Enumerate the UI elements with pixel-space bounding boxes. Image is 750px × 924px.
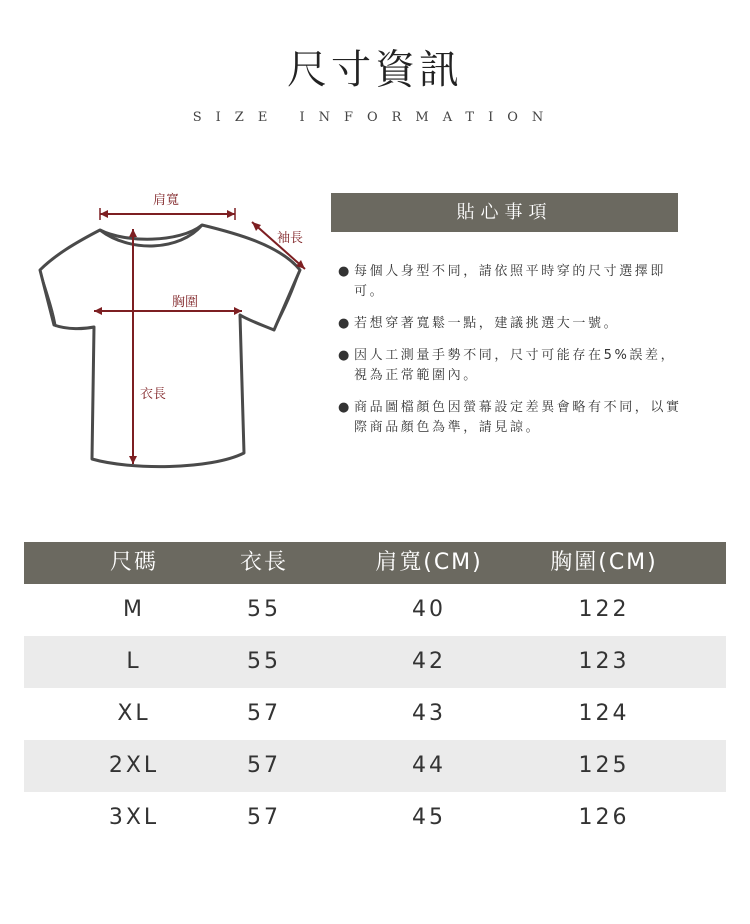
cell-shoulder: 42 — [412, 649, 446, 674]
notes-list — [338, 262, 683, 450]
note-item — [338, 398, 683, 438]
page-title: 尺寸資訊 — [287, 47, 463, 93]
cell-shoulder: 45 — [412, 805, 446, 830]
cell-chest: 124 — [578, 701, 630, 726]
table-row — [24, 688, 726, 740]
cell-chest: 122 — [578, 597, 630, 622]
table-row — [24, 636, 726, 688]
tshirt-body-outline — [40, 225, 300, 467]
length-arrow-top — [129, 229, 137, 237]
note-item — [338, 346, 683, 386]
tshirt-diagram — [30, 185, 330, 485]
table-row — [24, 584, 726, 636]
bullet-dot-icon: ● — [338, 316, 352, 331]
chest-arrow-left — [94, 307, 102, 315]
cell-size: L — [126, 649, 142, 674]
cell-chest: 126 — [578, 805, 630, 830]
shoulder-arrow-left — [100, 210, 108, 218]
cell-chest: 125 — [578, 753, 630, 778]
header-chest: 胸圍(CM) — [550, 550, 658, 575]
length-arrow-bottom — [129, 456, 137, 464]
note-text: 若想穿著寬鬆一點，建議挑選大一號。 — [354, 316, 620, 331]
cell-shoulder: 40 — [412, 597, 446, 622]
header-length: 衣長 — [239, 550, 288, 575]
bullet-dot-icon: ● — [338, 264, 352, 279]
cell-length: 57 — [247, 701, 281, 726]
cell-size: 3XL — [108, 805, 160, 830]
cell-length: 55 — [247, 649, 281, 674]
cell-size: M — [123, 597, 145, 622]
chest-label: 胸圍 — [172, 295, 199, 310]
note-item — [338, 314, 683, 334]
bullet-dot-icon: ● — [338, 400, 352, 415]
note-text: 因人工測量手勢不同，尺寸可能存在5%誤差，視為正常範圍內。 — [354, 348, 677, 383]
header-size: 尺碼 — [109, 550, 158, 575]
size-table — [24, 542, 726, 844]
cell-shoulder: 44 — [412, 753, 446, 778]
note-text: 商品圖檔顏色因螢幕設定差異會略有不同，以實際商品顏色為準，請見諒。 — [354, 400, 682, 435]
header-shoulder: 肩寬(CM) — [375, 550, 483, 575]
cell-size: XL — [117, 701, 151, 726]
cell-length: 57 — [247, 753, 281, 778]
cell-size: 2XL — [108, 753, 160, 778]
note-text: 每個人身型不同，請依照平時穿的尺寸選擇即可。 — [354, 264, 667, 299]
table-header-row — [24, 542, 726, 584]
notes-heading: 貼心事項 — [331, 193, 678, 232]
table-row — [24, 740, 726, 792]
sleeve-label: 袖長 — [277, 231, 304, 246]
page-subtitle: SIZE INFORMATION — [192, 110, 558, 125]
cell-shoulder: 43 — [412, 701, 446, 726]
length-label: 衣長 — [140, 387, 167, 402]
cell-length: 57 — [247, 805, 281, 830]
cell-length: 55 — [247, 597, 281, 622]
shoulder-label: 肩寬 — [153, 193, 180, 208]
cell-chest: 123 — [578, 649, 630, 674]
note-item — [338, 262, 683, 302]
bullet-dot-icon: ● — [338, 348, 352, 363]
shoulder-arrow-right — [227, 210, 235, 218]
table-row — [24, 792, 726, 844]
